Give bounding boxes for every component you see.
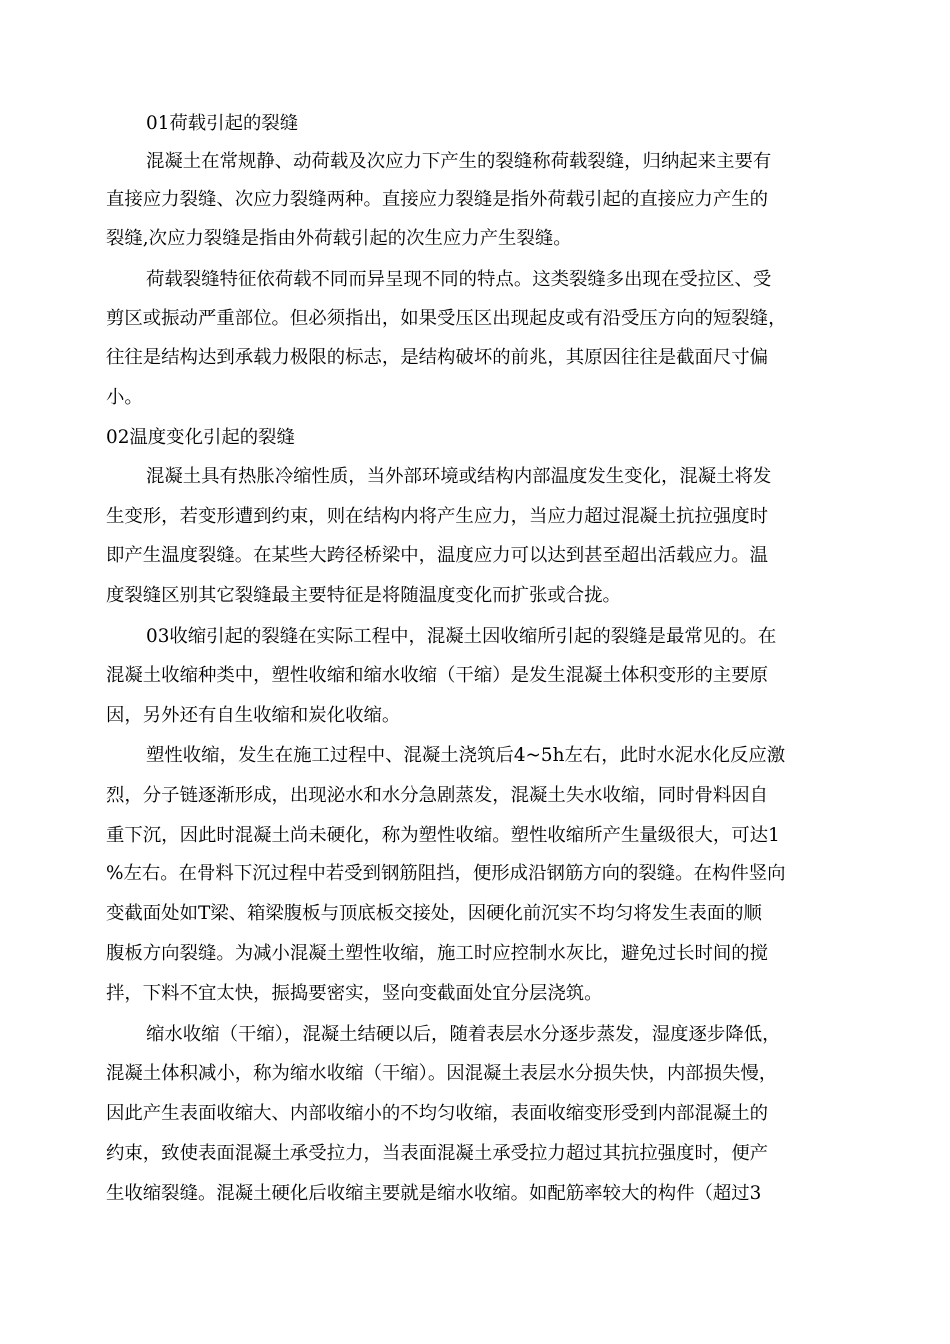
paragraph-line: 即产生温度裂缝。在某些大跨径桥梁中，温度应力可以达到甚至超出活载应力。温 [106,545,769,566]
section-heading-load-cracks: 01荷载引起的裂缝 [146,113,299,134]
paragraph-line: 剪区或振动严重部位。但必须指出，如果受压区出现起皮或有沿受压方向的短裂缝， [106,308,787,329]
paragraph-line: 混凝土具有热胀冷缩性质，当外部环境或结构内部温度发生变化，混凝土将发 [146,466,772,487]
paragraph-line: 约束，致使表面混凝土承受拉力，当表面混凝土承受拉力超过其抗拉强度时，便产 [106,1143,769,1164]
paragraph-line: 拌，下料不宜太快，振捣要密实，竖向变截面处宜分层浇筑。 [106,983,603,1004]
paragraph-line: 因此产生表面收缩大、内部收缩小的不均匀收缩，表面收缩变形受到内部混凝土的 [106,1103,769,1124]
paragraph-line: 生收缩裂缝。混凝土硬化后收缩主要就是缩水收缩。如配筋率较大的构件（超过3 [106,1183,762,1204]
section-heading-temperature-cracks: 02温度变化引起的裂缝 [106,427,295,448]
paragraph-line: 变截面处如T梁、箱梁腹板与顶底板交接处，因硬化前沉实不均匀将发生表面的顺 [106,903,762,924]
paragraph-line: 腹板方向裂缝。为减小混凝土塑性收缩，施工时应控制水灰比，避免过长时间的搅 [106,943,769,964]
paragraph-line: 小。 [106,387,143,408]
paragraph-line: 度裂缝区别其它裂缝最主要特征是将随温度变化而扩张或合拢。 [106,585,621,606]
paragraph-line: 重下沉，因此时混凝土尚未硬化，称为塑性收缩。塑性收缩所产生量级很大，可达1 [106,825,780,846]
paragraph-line: 裂缝,次应力裂缝是指由外荷载引起的次生应力产生裂缝。 [106,228,572,249]
paragraph-line: 荷载裂缝特征依荷载不同而异呈现不同的特点。这类裂缝多出现在受拉区、受 [146,269,772,290]
paragraph-line: 塑性收缩，发生在施工过程中、混凝土浇筑后4~5h左右，此时水泥水化反应激 [146,745,786,766]
paragraph-line: %左右。在骨料下沉过程中若受到钢筋阻挡，便形成沿钢筋方向的裂缝。在构件竖向 [106,863,786,884]
paragraph-line-shrinkage-heading: 03收缩引起的裂缝在实际工程中，混凝土因收缩所引起的裂缝是最常见的。在 [146,626,777,647]
paragraph-line: 缩水收缩（干缩），混凝土结硬以后，随着表层水分逐步蒸发，湿度逐步降低， [146,1024,781,1045]
paragraph-line: 因，另外还有自生收缩和炭化收缩。 [106,705,401,726]
paragraph-line: 直接应力裂缝、次应力裂缝两种。直接应力裂缝是指外荷载引起的直接应力产生的 [106,189,769,210]
paragraph-line: 烈，分子链逐渐形成，出现泌水和水分急剧蒸发，混凝土失水收缩，同时骨料因自 [106,785,769,806]
paragraph-line: 生变形，若变形遭到约束，则在结构内将产生应力，当应力超过混凝土抗拉强度时 [106,506,769,527]
paragraph-line: 往往是结构达到承载力极限的标志，是结构破坏的前兆，其原因往往是截面尺寸偏 [106,347,769,368]
paragraph-line: 混凝土在常规静、动荷载及次应力下产生的裂缝称荷载裂缝，归纳起来主要有 [146,151,772,172]
paragraph-line: 混凝土收缩种类中，塑性收缩和缩水收缩（干缩）是发生混凝土体积变形的主要原 [106,665,769,686]
paragraph-line: 混凝土体积减小，称为缩水收缩（干缩）。因混凝土表层水分损失快，内部损失慢， [106,1063,778,1084]
